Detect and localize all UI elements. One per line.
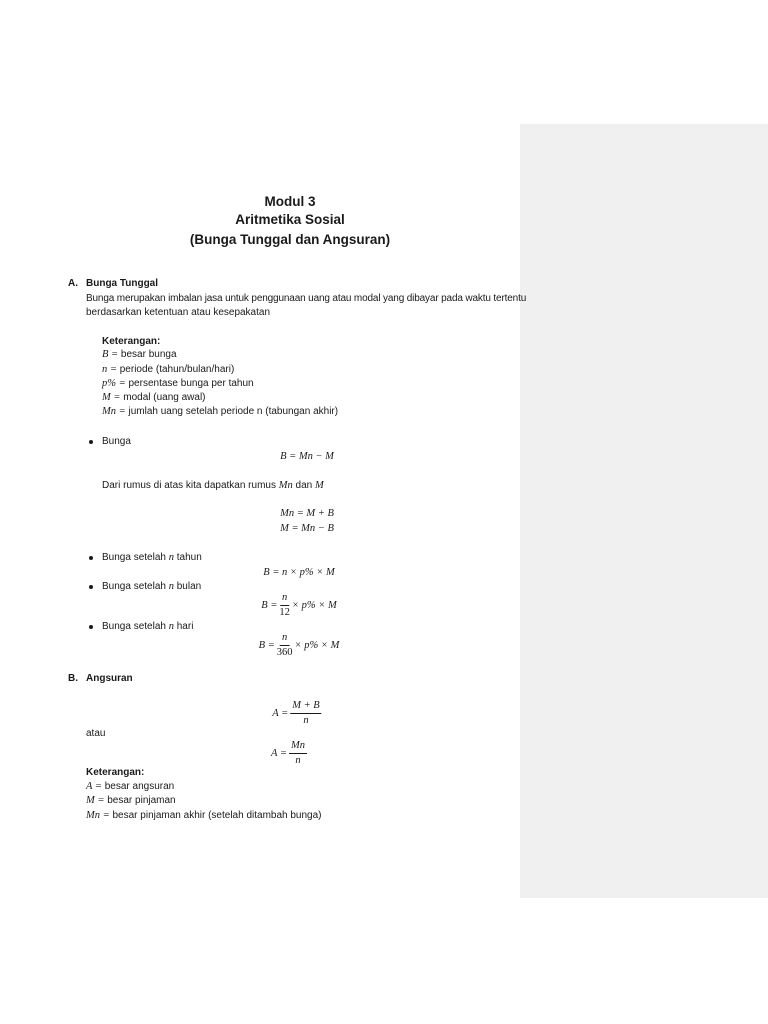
keterangan-item-a: A = besar angsuran bbox=[86, 781, 175, 792]
keterangan-item-n: n = periode (tahun/bulan/hari) bbox=[102, 364, 235, 375]
keterangan-item-b: B = besar bunga bbox=[102, 349, 177, 360]
section-a-letter: A. bbox=[68, 278, 78, 289]
bullet-dot bbox=[89, 625, 93, 629]
keterangan-item-mn: Mn = jumlah uang setelah periode n (tabungan akhir) bbox=[102, 406, 339, 417]
bullet-bunga: Bunga bbox=[102, 436, 131, 447]
equation-mn: Mn = M + B bbox=[280, 508, 334, 519]
section-b-heading: Angsuran bbox=[86, 673, 133, 684]
keterangan-item-pinjaman-akhir: Mn = besar pinjaman akhir (setelah ditambah bunga) bbox=[86, 810, 322, 821]
bullet-dot bbox=[89, 556, 93, 560]
comment-pane bbox=[520, 124, 768, 898]
equation-angsuran-1: A = $\frac{M + B}{n}$ bbox=[272, 700, 320, 726]
keterangan-item-m: M = modal (uang awal) bbox=[102, 392, 206, 403]
bullet-bunga-hari: Bunga setelah n hari bbox=[102, 621, 194, 632]
bullet-bunga-bulan: Bunga setelah n bulan bbox=[102, 581, 202, 592]
keterangan-label-b: Keterangan: bbox=[86, 767, 145, 778]
module-subtitle: Aritmetika Sosial bbox=[235, 212, 345, 227]
equation-angsuran-2: A = $\frac{Mn}{n}$ bbox=[271, 740, 305, 766]
bullet-bunga-tahun: Bunga setelah n tahun bbox=[102, 552, 202, 563]
bullet-dot bbox=[89, 440, 93, 444]
bullet-dot bbox=[89, 585, 93, 589]
module-title: Modul 3 bbox=[264, 194, 316, 209]
module-topic: (Bunga Tunggal dan Angsuran) bbox=[189, 232, 391, 247]
equation-bunga-hari: B = $\frac{n}{360}$ × p% × M bbox=[258, 632, 340, 658]
equation-bunga-bulan: B = $\frac{n}{12}$ × p% × M bbox=[261, 592, 337, 618]
section-b-letter: B. bbox=[68, 673, 78, 684]
atau-text: atau bbox=[86, 728, 106, 739]
keterangan-item-p: p% = persentase bunga per tahun bbox=[102, 378, 254, 389]
section-a-paragraph-line2: berdasarkan ketentuan atau kesepakatan bbox=[86, 307, 271, 318]
section-a-heading: Bunga Tunggal bbox=[86, 278, 159, 289]
equation-bunga: B = Mn − M bbox=[280, 451, 334, 462]
equation-bunga-tahun: B = n × p% × M bbox=[263, 567, 335, 578]
equation-m: M = Mn − B bbox=[280, 523, 334, 534]
derivation-text: Dari rumus di atas kita dapatkan rumus Mn dan M bbox=[102, 480, 324, 491]
keterangan-label-a: Keterangan: bbox=[102, 336, 161, 347]
section-a-paragraph-line1: Bunga merupakan imbalan jasa untuk penggunaan uang atau modal yang dibayar pada waktu tertentu bbox=[86, 293, 527, 304]
keterangan-item-pinjaman: M = besar pinjaman bbox=[86, 795, 176, 806]
